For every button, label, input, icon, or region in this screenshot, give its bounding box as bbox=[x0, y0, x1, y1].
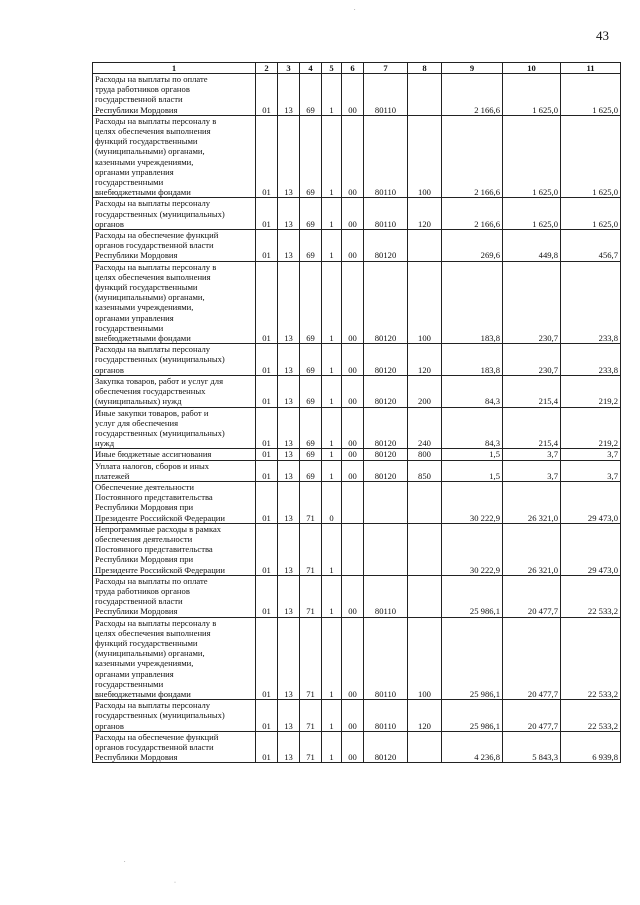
row-cell-col-4: 69 bbox=[300, 407, 322, 449]
row-cell-col-10: 230,7 bbox=[503, 344, 561, 376]
row-name-cell: Расходы на выплаты по оплате труда работников органов государственной власти Республики Мордовия bbox=[93, 575, 256, 617]
row-cell-col-9: 183,8 bbox=[442, 261, 503, 344]
row-cell-col-10: 1 625,0 bbox=[503, 198, 561, 230]
row-cell-col-2: 01 bbox=[256, 575, 278, 617]
table-row bbox=[93, 481, 621, 523]
row-cell-col-9: 25 986,1 bbox=[442, 617, 503, 700]
row-cell-col-5: 1 bbox=[322, 115, 342, 198]
row-cell-col-2: 01 bbox=[256, 198, 278, 230]
row-cell-col-10: 26 321,0 bbox=[503, 523, 561, 575]
row-cell-col-11: 3,7 bbox=[561, 460, 621, 481]
header-col-6: 6 bbox=[342, 63, 364, 74]
row-cell-col-10: 215,4 bbox=[503, 407, 561, 449]
table-row bbox=[93, 700, 621, 732]
row-cell-col-6: 00 bbox=[342, 449, 364, 460]
row-cell-col-2: 01 bbox=[256, 731, 278, 763]
row-cell-col-7: 80110 bbox=[364, 74, 408, 116]
row-cell-col-5: 1 bbox=[322, 617, 342, 700]
row-cell-col-9: 2 166,6 bbox=[442, 115, 503, 198]
row-name-cell: Расходы на выплаты по оплате труда работников органов государственной власти Республики Мордовия bbox=[93, 74, 256, 116]
row-cell-col-3: 13 bbox=[278, 449, 300, 460]
row-cell-col-7: 80110 bbox=[364, 617, 408, 700]
row-cell-col-8: 800 bbox=[408, 449, 442, 460]
row-cell-col-8: 100 bbox=[408, 115, 442, 198]
row-cell-col-4: 69 bbox=[300, 198, 322, 230]
row-cell-col-9: 84,3 bbox=[442, 375, 503, 407]
row-cell-col-7: 80120 bbox=[364, 731, 408, 763]
row-cell-col-11: 219,2 bbox=[561, 407, 621, 449]
row-cell-col-8: 850 bbox=[408, 460, 442, 481]
row-cell-col-7 bbox=[364, 481, 408, 523]
row-cell-col-4: 69 bbox=[300, 74, 322, 116]
row-cell-col-2: 01 bbox=[256, 449, 278, 460]
row-cell-col-11: 219,2 bbox=[561, 375, 621, 407]
table-row bbox=[93, 344, 621, 376]
row-cell-col-5: 1 bbox=[322, 731, 342, 763]
row-cell-col-5: 1 bbox=[322, 449, 342, 460]
row-cell-col-8: 120 bbox=[408, 700, 442, 732]
row-cell-col-3: 13 bbox=[278, 731, 300, 763]
row-cell-col-11: 233,8 bbox=[561, 344, 621, 376]
table-row bbox=[93, 617, 621, 700]
row-cell-col-2: 01 bbox=[256, 115, 278, 198]
row-cell-col-2: 01 bbox=[256, 460, 278, 481]
row-cell-col-2: 01 bbox=[256, 230, 278, 262]
row-name-cell: Расходы на выплаты персоналу государственных (муниципальных) органов bbox=[93, 344, 256, 376]
header-col-10: 10 bbox=[503, 63, 561, 74]
row-cell-col-6: 00 bbox=[342, 198, 364, 230]
row-cell-col-3: 13 bbox=[278, 523, 300, 575]
row-cell-col-11: 456,7 bbox=[561, 230, 621, 262]
header-col-11: 11 bbox=[561, 63, 621, 74]
table-row bbox=[93, 523, 621, 575]
row-cell-col-4: 71 bbox=[300, 575, 322, 617]
row-cell-col-10: 3,7 bbox=[503, 460, 561, 481]
table-row bbox=[93, 198, 621, 230]
row-cell-col-7: 80120 bbox=[364, 230, 408, 262]
row-cell-col-10: 20 477,7 bbox=[503, 617, 561, 700]
row-cell-col-7 bbox=[364, 523, 408, 575]
row-cell-col-2: 01 bbox=[256, 407, 278, 449]
row-cell-col-4: 69 bbox=[300, 115, 322, 198]
row-cell-col-11: 1 625,0 bbox=[561, 115, 621, 198]
row-cell-col-10: 26 321,0 bbox=[503, 481, 561, 523]
row-cell-col-6: 00 bbox=[342, 407, 364, 449]
row-cell-col-2: 01 bbox=[256, 481, 278, 523]
row-cell-col-7: 80120 bbox=[364, 375, 408, 407]
row-cell-col-4: 71 bbox=[300, 481, 322, 523]
row-cell-col-5: 1 bbox=[322, 460, 342, 481]
row-cell-col-6: 00 bbox=[342, 731, 364, 763]
table-row bbox=[93, 261, 621, 344]
row-cell-col-5: 1 bbox=[322, 261, 342, 344]
row-name-cell: Расходы на обеспечение функций органов государственной власти Республики Мордовия bbox=[93, 731, 256, 763]
row-cell-col-9: 25 986,1 bbox=[442, 575, 503, 617]
row-cell-col-10: 20 477,7 bbox=[503, 575, 561, 617]
row-cell-col-10: 1 625,0 bbox=[503, 74, 561, 116]
row-cell-col-7: 80120 bbox=[364, 407, 408, 449]
row-name-cell: Непрограммные расходы в рамках обеспечения деятельности Постоянного представительства Республики Мордовия при Президенте Российской Федерации bbox=[93, 523, 256, 575]
row-cell-col-8 bbox=[408, 575, 442, 617]
row-cell-col-7: 80120 bbox=[364, 261, 408, 344]
header-col-9: 9 bbox=[442, 63, 503, 74]
header-col-8: 8 bbox=[408, 63, 442, 74]
row-cell-col-8 bbox=[408, 731, 442, 763]
row-cell-col-10: 5 843,3 bbox=[503, 731, 561, 763]
row-name-cell: Обеспечение деятельности Постоянного представительства Республики Мордовия при Президенте Российской Федерации bbox=[93, 481, 256, 523]
row-name-cell: Расходы на выплаты персоналу в целях обеспечения выполнения функций государственными (муниципальными) органами, казенными учреждениями, органами управления государственными внебюджетными фондами bbox=[93, 261, 256, 344]
row-cell-col-7: 80110 bbox=[364, 115, 408, 198]
row-cell-col-8: 240 bbox=[408, 407, 442, 449]
row-name-cell: Иные закупки товаров, работ и услуг для обеспечения государственных (муниципальных) нужд bbox=[93, 407, 256, 449]
row-cell-col-4: 69 bbox=[300, 460, 322, 481]
table-row bbox=[93, 375, 621, 407]
table-row bbox=[93, 230, 621, 262]
row-cell-col-4: 69 bbox=[300, 375, 322, 407]
row-cell-col-3: 13 bbox=[278, 198, 300, 230]
table-row bbox=[93, 460, 621, 481]
row-cell-col-6: 00 bbox=[342, 460, 364, 481]
row-cell-col-2: 01 bbox=[256, 344, 278, 376]
row-cell-col-11: 6 939,8 bbox=[561, 731, 621, 763]
row-cell-col-6: 00 bbox=[342, 261, 364, 344]
row-cell-col-11: 22 533,2 bbox=[561, 617, 621, 700]
row-cell-col-10: 3,7 bbox=[503, 449, 561, 460]
row-cell-col-9: 2 166,6 bbox=[442, 74, 503, 116]
row-name-cell: Расходы на выплаты персоналу государственных (муниципальных) органов bbox=[93, 700, 256, 732]
row-cell-col-4: 71 bbox=[300, 700, 322, 732]
row-cell-col-7: 80110 bbox=[364, 198, 408, 230]
row-cell-col-2: 01 bbox=[256, 523, 278, 575]
row-cell-col-9: 269,6 bbox=[442, 230, 503, 262]
row-name-cell: Уплата налогов, сборов и иных платежей bbox=[93, 460, 256, 481]
row-cell-col-6: 00 bbox=[342, 375, 364, 407]
page-number: 43 bbox=[596, 28, 609, 43]
row-cell-col-4: 71 bbox=[300, 731, 322, 763]
row-cell-col-6 bbox=[342, 523, 364, 575]
row-cell-col-4: 69 bbox=[300, 344, 322, 376]
row-cell-col-8 bbox=[408, 523, 442, 575]
row-cell-col-6: 00 bbox=[342, 700, 364, 732]
row-cell-col-9: 2 166,6 bbox=[442, 198, 503, 230]
table-row bbox=[93, 74, 621, 116]
row-cell-col-9: 30 222,9 bbox=[442, 523, 503, 575]
row-cell-col-11: 233,8 bbox=[561, 261, 621, 344]
row-cell-col-8: 120 bbox=[408, 198, 442, 230]
row-cell-col-9: 84,3 bbox=[442, 407, 503, 449]
header-col-1: 1 bbox=[93, 63, 256, 74]
table-row bbox=[93, 449, 621, 460]
budget-table bbox=[92, 62, 621, 763]
row-cell-col-7: 80110 bbox=[364, 700, 408, 732]
row-cell-col-9: 25 986,1 bbox=[442, 700, 503, 732]
row-cell-col-6: 00 bbox=[342, 115, 364, 198]
row-cell-col-11: 1 625,0 bbox=[561, 198, 621, 230]
row-cell-col-2: 01 bbox=[256, 617, 278, 700]
row-cell-col-8: 100 bbox=[408, 617, 442, 700]
table-header-row bbox=[93, 63, 621, 74]
row-cell-col-9: 1,5 bbox=[442, 449, 503, 460]
row-cell-col-5: 1 bbox=[322, 407, 342, 449]
row-cell-col-3: 13 bbox=[278, 74, 300, 116]
header-col-5: 5 bbox=[322, 63, 342, 74]
row-cell-col-10: 449,8 bbox=[503, 230, 561, 262]
row-cell-col-10: 20 477,7 bbox=[503, 700, 561, 732]
row-cell-col-11: 22 533,2 bbox=[561, 575, 621, 617]
scan-speck: . bbox=[124, 858, 126, 864]
row-cell-col-8 bbox=[408, 74, 442, 116]
row-cell-col-2: 01 bbox=[256, 700, 278, 732]
row-cell-col-3: 13 bbox=[278, 344, 300, 376]
row-cell-col-4: 69 bbox=[300, 449, 322, 460]
row-name-cell: Расходы на выплаты персоналу в целях обеспечения выполнения функций государственными (муниципальными) органами, казенными учреждениями, органами управления государственными внебюджетными фондами bbox=[93, 617, 256, 700]
row-cell-col-11: 1 625,0 bbox=[561, 74, 621, 116]
row-cell-col-5: 1 bbox=[322, 375, 342, 407]
scan-speck: . bbox=[354, 6, 356, 12]
row-cell-col-5: 1 bbox=[322, 198, 342, 230]
row-cell-col-8 bbox=[408, 481, 442, 523]
row-cell-col-10: 230,7 bbox=[503, 261, 561, 344]
row-name-cell: Расходы на выплаты персоналу в целях обеспечения выполнения функций государственными (муниципальными) органами, казенными учреждениями, органами управления государственными внебюджетными фондами bbox=[93, 115, 256, 198]
row-cell-col-9: 30 222,9 bbox=[442, 481, 503, 523]
row-cell-col-3: 13 bbox=[278, 375, 300, 407]
row-cell-col-6: 00 bbox=[342, 74, 364, 116]
row-cell-col-6: 00 bbox=[342, 575, 364, 617]
row-cell-col-6: 00 bbox=[342, 344, 364, 376]
row-cell-col-4: 69 bbox=[300, 261, 322, 344]
row-cell-col-3: 13 bbox=[278, 700, 300, 732]
row-cell-col-6: 00 bbox=[342, 230, 364, 262]
budget-table-container bbox=[92, 62, 620, 763]
row-cell-col-6 bbox=[342, 481, 364, 523]
scan-speck: · bbox=[174, 880, 176, 886]
row-name-cell: Расходы на выплаты персоналу государственных (муниципальных) органов bbox=[93, 198, 256, 230]
row-cell-col-4: 69 bbox=[300, 230, 322, 262]
row-cell-col-7: 80120 bbox=[364, 460, 408, 481]
row-cell-col-5: 1 bbox=[322, 230, 342, 262]
header-col-3: 3 bbox=[278, 63, 300, 74]
table-row bbox=[93, 575, 621, 617]
row-cell-col-8: 200 bbox=[408, 375, 442, 407]
table-row bbox=[93, 731, 621, 763]
row-cell-col-7: 80120 bbox=[364, 449, 408, 460]
row-cell-col-11: 29 473,0 bbox=[561, 481, 621, 523]
row-cell-col-10: 215,4 bbox=[503, 375, 561, 407]
row-cell-col-3: 13 bbox=[278, 115, 300, 198]
row-cell-col-9: 4 236,8 bbox=[442, 731, 503, 763]
row-cell-col-2: 01 bbox=[256, 375, 278, 407]
row-cell-col-11: 29 473,0 bbox=[561, 523, 621, 575]
row-name-cell: Иные бюджетные ассигнования bbox=[93, 449, 256, 460]
row-cell-col-5: 0 bbox=[322, 481, 342, 523]
row-cell-col-8: 120 bbox=[408, 344, 442, 376]
row-cell-col-3: 13 bbox=[278, 617, 300, 700]
header-col-2: 2 bbox=[256, 63, 278, 74]
header-col-4: 4 bbox=[300, 63, 322, 74]
row-cell-col-3: 13 bbox=[278, 407, 300, 449]
row-name-cell: Закупка товаров, работ и услуг для обеспечения государственных (муниципальных) нужд bbox=[93, 375, 256, 407]
row-cell-col-3: 13 bbox=[278, 230, 300, 262]
row-cell-col-3: 13 bbox=[278, 575, 300, 617]
row-cell-col-4: 71 bbox=[300, 617, 322, 700]
row-cell-col-3: 13 bbox=[278, 481, 300, 523]
row-cell-col-10: 1 625,0 bbox=[503, 115, 561, 198]
row-cell-col-7: 80120 bbox=[364, 344, 408, 376]
row-cell-col-4: 71 bbox=[300, 523, 322, 575]
row-cell-col-11: 3,7 bbox=[561, 449, 621, 460]
row-cell-col-5: 1 bbox=[322, 344, 342, 376]
row-cell-col-5: 1 bbox=[322, 700, 342, 732]
row-cell-col-5: 1 bbox=[322, 74, 342, 116]
row-cell-col-5: 1 bbox=[322, 575, 342, 617]
row-cell-col-7: 80110 bbox=[364, 575, 408, 617]
row-cell-col-9: 1,5 bbox=[442, 460, 503, 481]
row-cell-col-5: 1 bbox=[322, 523, 342, 575]
row-cell-col-2: 01 bbox=[256, 261, 278, 344]
row-cell-col-6: 00 bbox=[342, 617, 364, 700]
header-col-7: 7 bbox=[364, 63, 408, 74]
row-cell-col-8 bbox=[408, 230, 442, 262]
row-cell-col-3: 13 bbox=[278, 261, 300, 344]
row-cell-col-2: 01 bbox=[256, 74, 278, 116]
table-row bbox=[93, 115, 621, 198]
row-name-cell: Расходы на обеспечение функций органов государственной власти Республики Мордовия bbox=[93, 230, 256, 262]
row-cell-col-9: 183,8 bbox=[442, 344, 503, 376]
row-cell-col-11: 22 533,2 bbox=[561, 700, 621, 732]
row-cell-col-8: 100 bbox=[408, 261, 442, 344]
table-row bbox=[93, 407, 621, 449]
row-cell-col-3: 13 bbox=[278, 460, 300, 481]
